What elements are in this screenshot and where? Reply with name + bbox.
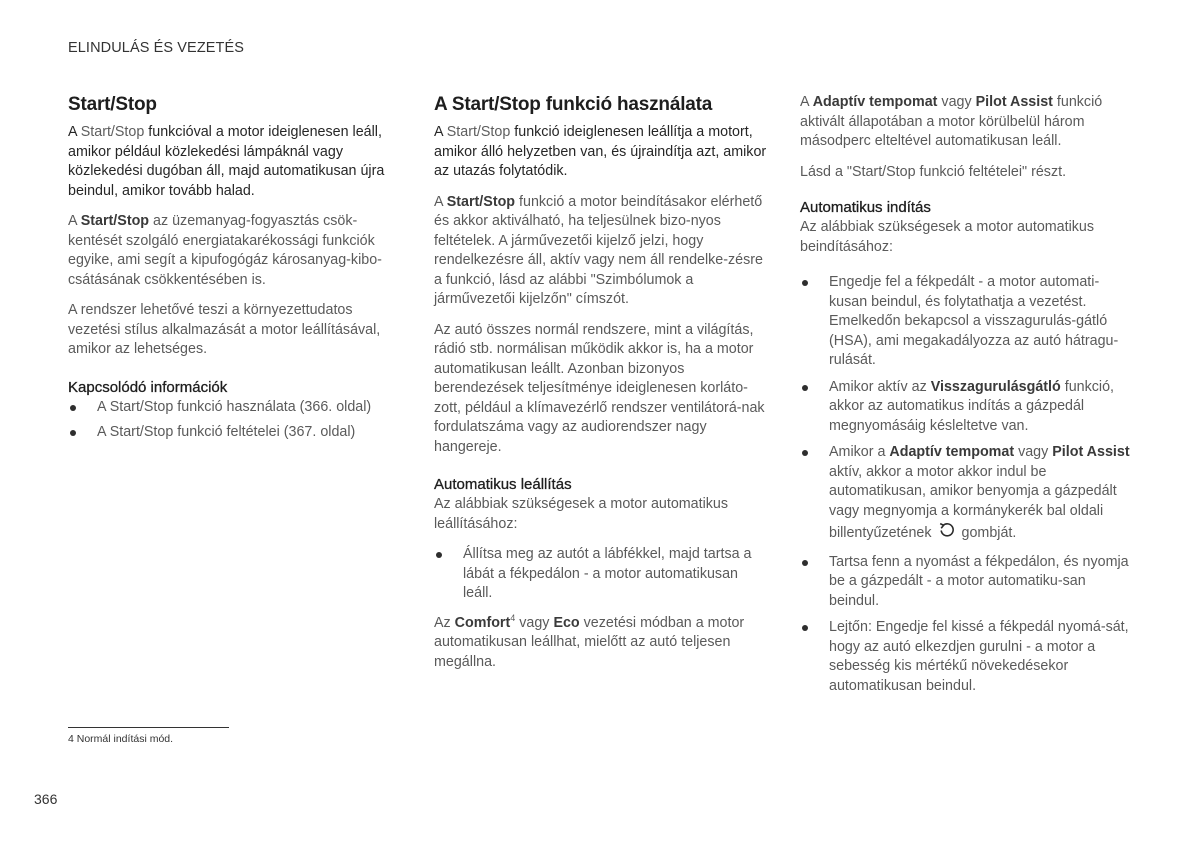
- paragraph: Az Comfort$^4$ vagy Eco vezetési módban a motor automatikusan leállhat, mielőtt az autó teljesen megállna.: [434, 612, 745, 670]
- term-start-stop: Start/Stop: [80, 124, 145, 140]
- column-start-stop: [68, 93, 398, 453]
- auto-stop-intro: Az alábbiak szükségesek a motor automatikus leállításához:: [434, 496, 729, 532]
- resume-arrow-icon: [938, 521, 956, 546]
- list-item: Tartsa fenn a nyomást a fékpedálon, és nyomja be a gázpedált - a motor automatiku-san beindul.: [800, 553, 1130, 612]
- column-auto-start: [800, 93, 1130, 706]
- footnote-ref: 4: [510, 612, 516, 623]
- related-info-list: [68, 398, 398, 443]
- paragraph: A Start/Stop az üzemanyag-fogyasztás csök-kentését szolgáló energiatakarékossági funkciók egyike, ami segít a kipufogógáz károsanyag-kibo-csátásának csökkentésében is.: [68, 213, 382, 288]
- auto-stop-list: [434, 545, 767, 604]
- paragraph: A Adaptív tempomat vagy Pilot Assist funkció aktivált állapotában a motor körülbelül három másodperc elteltével automatikusan leáll.: [800, 94, 1103, 149]
- intro-paragraph: A Start/Stop funkció ideiglenesen leállítja a motort, amikor álló helyzetben van, és újraindítja azt, amikor az utazás folytatódik.: [434, 124, 767, 179]
- paragraph: A rendszer lehetővé teszi a környezettudatos vezetési stílus alkalmazását a motor leállításával, amikor az lehetséges.: [68, 302, 381, 357]
- auto-stop-heading: Automatikus leállítás: [434, 476, 572, 493]
- running-head: ELINDULÁS ÉS VEZETÉS: [68, 40, 245, 56]
- auto-start-intro: Az alábbiak szükségesek a motor automatikus beindításához:: [800, 219, 1095, 255]
- related-info-heading: Kapcsolódó információk: [68, 378, 228, 396]
- section-title-usage: A Start/Stop funkció használata: [434, 94, 713, 115]
- related-link-usage[interactable]: A Start/Stop funkció használata (366. oldal): [68, 398, 398, 418]
- auto-start-list: [800, 273, 1130, 696]
- term-adaptive-cruise: Adaptív tempomat: [889, 444, 1015, 460]
- paragraph: Az autó összes normál rendszere, mint a világítás, rádió stb. normálisan működik akkor is, ha a motor automatikusan leállt. Azonban bizonyos berendezések teljesítménye ideiglenesen korláto-zott, például a klímavezérlő rendszer ventilátorá-nak fordulatszáma vagy az audiorendszer nagy hangereje.: [434, 321, 765, 455]
- auto-start-heading: Automatikus indítás: [800, 199, 931, 216]
- paragraph: A Start/Stop funkció a motor beindításakor elérhető és akkor aktiválható, ha teljesülnek bizo-nyos feltételek. A járművezetői kijelző jelzi, hogy rendelkezésre áll, aktív vagy nem áll rendelke-zésre a funkció, lásd az alábbi "Szimbólumok a járművezetői kijelzőn" címszót.: [434, 193, 763, 307]
- section-title-start-stop: Start/Stop: [68, 94, 157, 115]
- term-pilot-assist: Pilot Assist: [975, 94, 1053, 110]
- term-pilot-assist: Pilot Assist: [1052, 444, 1130, 460]
- footnote-divider: [68, 727, 229, 728]
- term-start-stop: Start/Stop: [446, 193, 516, 210]
- term-comfort: Comfort: [454, 614, 511, 631]
- list-item: Lejtőn: Engedje fel kissé a fékpedál nyomá-sát, hogy az autó elkezdjen gurulni - a motor a sebesség kis mértékű növekedésekor automatikusan beindul.: [800, 618, 1130, 696]
- column-usage: [434, 93, 767, 683]
- list-item: Állítsa meg az autót a lábfékkel, majd tartsa a lábát a fékpedálon - a motor automatikusan leáll.: [434, 545, 767, 604]
- term-hill-start-assist: Visszagurulásgátló: [930, 378, 1061, 395]
- paragraph: Lásd a "Start/Stop funkció feltételei" részt.: [800, 163, 1067, 180]
- list-item: Amikor a Adaptív tempomat vagy Pilot Assist aktív, akkor a motor akkor indul be automatikusan, amikor benyomja a gázpedált vagy megnyomja a kormánykerék bal oldali billentyűzetének gombját.: [800, 443, 1130, 546]
- related-link-conditions[interactable]: A Start/Stop funkció feltételei (367. oldal): [68, 423, 398, 443]
- list-item: Amikor aktív az Visszagurulásgátló funkció, akkor az automatikus indítás a gázpedál megnyomásáig késleltetve van.: [800, 378, 1130, 437]
- term-start-stop: Start/Stop: [80, 213, 150, 229]
- list-item: Engedje fel a fékpedált - a motor automati-kusan beindul, és folytathatja a vezetést. Emelkedőn bekapcsol a visszagurulás-gátló (HSA), ami megakadályozza az autó hátragu-rulását.: [800, 273, 1130, 371]
- footnote: 4 Normál indítási mód.: [68, 733, 174, 745]
- term-start-stop: Start/Stop: [446, 124, 511, 140]
- term-adaptive-cruise: Adaptív tempomat: [812, 94, 938, 110]
- intro-paragraph: A Start/Stop funkcióval a motor ideiglenesen leáll, amikor például közlekedési lámpáknál vagy közlekedési dugóban áll, majd automatikusan újra beindul, amikor tovább halad.: [68, 124, 385, 199]
- term-eco: Eco: [553, 614, 580, 631]
- page-number: 366: [34, 791, 58, 807]
